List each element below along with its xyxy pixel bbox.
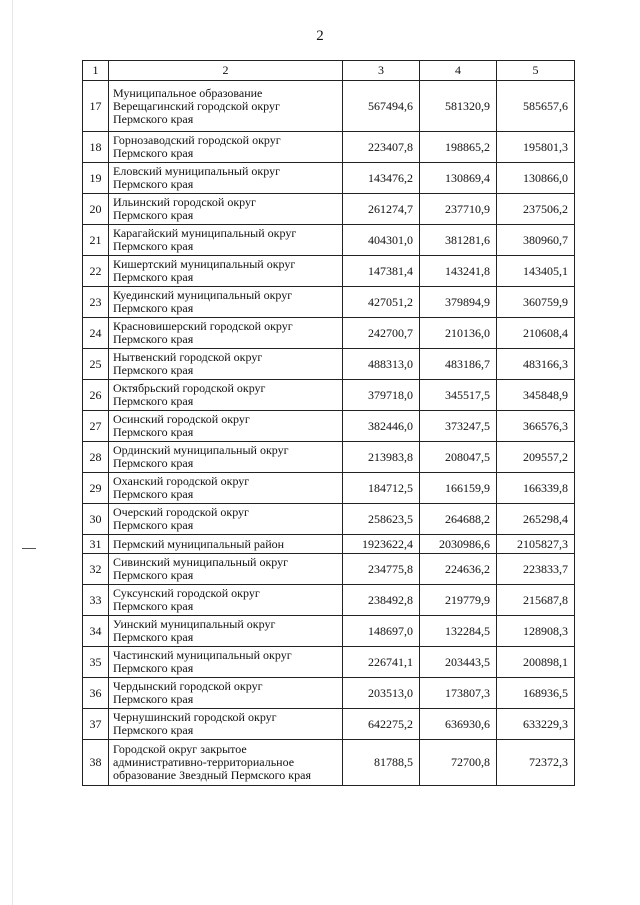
municipality-name-cell: Еловский муниципальный округ Пермского края: [109, 163, 343, 194]
table-row: [83, 647, 575, 678]
row-number-cell: 24: [83, 318, 109, 349]
municipality-name-cell: Уинский муниципальный округ Пермского края: [109, 616, 343, 647]
municipality-name-cell: Куединский муниципальный округ Пермского края: [109, 287, 343, 318]
value-col-3-cell: 261274,7: [343, 194, 420, 225]
value-col-3-cell: 488313,0: [343, 349, 420, 380]
row-number-cell: 36: [83, 678, 109, 709]
table-row: [83, 287, 575, 318]
value-col-4-cell: 2030986,6: [420, 535, 497, 554]
municipality-name-cell: Нытвенский городской округ Пермского края: [109, 349, 343, 380]
table-body: [83, 61, 575, 786]
value-col-5-cell: 380960,7: [497, 225, 575, 256]
table-row: [83, 163, 575, 194]
row-number-cell: 38: [83, 740, 109, 786]
page-number: 2: [316, 28, 324, 44]
table-header-row: [83, 61, 575, 81]
row-number-cell: 22: [83, 256, 109, 287]
row-number-cell: 37: [83, 709, 109, 740]
header-col-5: 5: [497, 61, 575, 81]
municipality-name-cell: Карагайский муниципальный округ Пермского края: [109, 225, 343, 256]
municipality-name-cell: Ильинский городской округ Пермского края: [109, 194, 343, 225]
value-col-4-cell: 636930,6: [420, 709, 497, 740]
table-row: [83, 81, 575, 132]
value-col-5-cell: 72372,3: [497, 740, 575, 786]
row-number-cell: 32: [83, 554, 109, 585]
value-col-5-cell: 168936,5: [497, 678, 575, 709]
value-col-3-cell: 213983,8: [343, 442, 420, 473]
budget-table: [82, 60, 575, 786]
row-number-cell: 17: [83, 81, 109, 132]
value-col-3-cell: 226741,1: [343, 647, 420, 678]
value-col-3-cell: 143476,2: [343, 163, 420, 194]
municipality-name-cell: Чердынский городской округ Пермского края: [109, 678, 343, 709]
value-col-5-cell: 360759,9: [497, 287, 575, 318]
value-col-3-cell: 382446,0: [343, 411, 420, 442]
value-col-5-cell: 483166,3: [497, 349, 575, 380]
value-col-3-cell: 81788,5: [343, 740, 420, 786]
value-col-3-cell: 567494,6: [343, 81, 420, 132]
municipality-name-cell: Горнозаводский городской округ Пермского края: [109, 132, 343, 163]
municipality-name-cell: Частинский муниципальный округ Пермского края: [109, 647, 343, 678]
value-col-5-cell: 633229,3: [497, 709, 575, 740]
municipality-name-cell: Чернушинский городской округ Пермского края: [109, 709, 343, 740]
value-col-3-cell: 234775,8: [343, 554, 420, 585]
table-row: [83, 411, 575, 442]
municipality-name-cell: Пермский муниципальный район: [109, 535, 343, 554]
value-col-4-cell: 219779,9: [420, 585, 497, 616]
value-col-4-cell: 237710,9: [420, 194, 497, 225]
value-col-5-cell: 166339,8: [497, 473, 575, 504]
value-col-4-cell: 224636,2: [420, 554, 497, 585]
value-col-5-cell: 237506,2: [497, 194, 575, 225]
value-col-5-cell: 200898,1: [497, 647, 575, 678]
value-col-5-cell: 585657,6: [497, 81, 575, 132]
value-col-5-cell: 195801,3: [497, 132, 575, 163]
row-number-cell: 21: [83, 225, 109, 256]
table-row: [83, 256, 575, 287]
value-col-4-cell: 208047,5: [420, 442, 497, 473]
value-col-5-cell: 130866,0: [497, 163, 575, 194]
value-col-5-cell: 128908,3: [497, 616, 575, 647]
table-row: [83, 194, 575, 225]
row-number-cell: 30: [83, 504, 109, 535]
table-row: [83, 709, 575, 740]
value-col-3-cell: 184712,5: [343, 473, 420, 504]
value-col-5-cell: 345848,9: [497, 380, 575, 411]
table-row: [83, 225, 575, 256]
row-number-cell: 29: [83, 473, 109, 504]
row-number-cell: 25: [83, 349, 109, 380]
value-col-3-cell: 379718,0: [343, 380, 420, 411]
table-row: [83, 740, 575, 786]
row-number-cell: 28: [83, 442, 109, 473]
value-col-3-cell: 238492,8: [343, 585, 420, 616]
value-col-3-cell: 427051,2: [343, 287, 420, 318]
value-col-4-cell: 373247,5: [420, 411, 497, 442]
table-row: [83, 380, 575, 411]
value-col-5-cell: 210608,4: [497, 318, 575, 349]
value-col-4-cell: 173807,3: [420, 678, 497, 709]
value-col-4-cell: 72700,8: [420, 740, 497, 786]
value-col-5-cell: 209557,2: [497, 442, 575, 473]
table-row: [83, 554, 575, 585]
municipality-name-cell: Красновишерский городской округ Пермского края: [109, 318, 343, 349]
row-number-cell: 18: [83, 132, 109, 163]
municipality-name-cell: Муниципальное образование Верещагинский городской округ Пермского края: [109, 81, 343, 132]
table-row: [83, 349, 575, 380]
municipality-name-cell: Кишертский муниципальный округ Пермского края: [109, 256, 343, 287]
value-col-3-cell: 147381,4: [343, 256, 420, 287]
municipality-name-cell: Оханский городской округ Пермского края: [109, 473, 343, 504]
municipality-name-cell: Городской округ закрытое административно-территориальное образование Звездный Пермского края: [109, 740, 343, 786]
value-col-5-cell: 223833,7: [497, 554, 575, 585]
header-col-1: 1: [83, 61, 109, 81]
row-number-cell: 19: [83, 163, 109, 194]
value-col-5-cell: 265298,4: [497, 504, 575, 535]
value-col-4-cell: 581320,9: [420, 81, 497, 132]
table-row: [83, 585, 575, 616]
value-col-3-cell: 1923622,4: [343, 535, 420, 554]
value-col-4-cell: 198865,2: [420, 132, 497, 163]
table-row: [83, 678, 575, 709]
municipality-name-cell: Очерский городской округ Пермского края: [109, 504, 343, 535]
value-col-3-cell: 258623,5: [343, 504, 420, 535]
header-col-3: 3: [343, 61, 420, 81]
municipality-name-cell: Осинский городской округ Пермского края: [109, 411, 343, 442]
value-col-5-cell: 2105827,3: [497, 535, 575, 554]
header-col-4: 4: [420, 61, 497, 81]
table-row: [83, 616, 575, 647]
value-col-4-cell: 132284,5: [420, 616, 497, 647]
value-col-3-cell: 203513,0: [343, 678, 420, 709]
row-number-cell: 35: [83, 647, 109, 678]
value-col-4-cell: 166159,9: [420, 473, 497, 504]
table-row: [83, 132, 575, 163]
value-col-5-cell: 143405,1: [497, 256, 575, 287]
value-col-4-cell: 483186,7: [420, 349, 497, 380]
municipality-name-cell: Сивинский муниципальный округ Пермского края: [109, 554, 343, 585]
value-col-3-cell: 404301,0: [343, 225, 420, 256]
row-number-cell: 23: [83, 287, 109, 318]
scan-margin-mark: [22, 548, 36, 549]
value-col-4-cell: 379894,9: [420, 287, 497, 318]
row-number-cell: 34: [83, 616, 109, 647]
row-number-cell: 27: [83, 411, 109, 442]
value-col-4-cell: 143241,8: [420, 256, 497, 287]
municipality-name-cell: Октябрьский городской округ Пермского края: [109, 380, 343, 411]
row-number-cell: 33: [83, 585, 109, 616]
value-col-4-cell: 381281,6: [420, 225, 497, 256]
table-row: [83, 504, 575, 535]
value-col-4-cell: 264688,2: [420, 504, 497, 535]
value-col-3-cell: 642275,2: [343, 709, 420, 740]
header-col-2: 2: [109, 61, 343, 81]
value-col-3-cell: 223407,8: [343, 132, 420, 163]
table-row: [83, 442, 575, 473]
row-number-cell: 20: [83, 194, 109, 225]
value-col-4-cell: 345517,5: [420, 380, 497, 411]
value-col-5-cell: 215687,8: [497, 585, 575, 616]
table-row: [83, 535, 575, 554]
municipality-name-cell: Ординский муниципальный округ Пермского края: [109, 442, 343, 473]
table-row: [83, 318, 575, 349]
value-col-4-cell: 203443,5: [420, 647, 497, 678]
value-col-4-cell: 210136,0: [420, 318, 497, 349]
row-number-cell: 26: [83, 380, 109, 411]
value-col-4-cell: 130869,4: [420, 163, 497, 194]
municipality-name-cell: Суксунский городской округ Пермского края: [109, 585, 343, 616]
value-col-3-cell: 242700,7: [343, 318, 420, 349]
scan-margin-line: [12, 0, 13, 905]
value-col-3-cell: 148697,0: [343, 616, 420, 647]
table-row: [83, 473, 575, 504]
value-col-5-cell: 366576,3: [497, 411, 575, 442]
row-number-cell: 31: [83, 535, 109, 554]
